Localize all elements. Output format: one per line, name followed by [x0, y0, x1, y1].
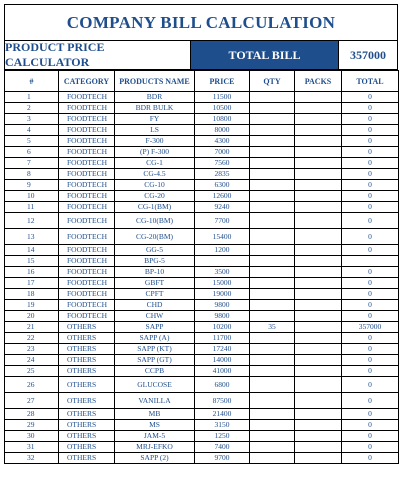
cell-category: FOODTECH: [59, 125, 115, 136]
cell-total: 0: [342, 92, 399, 103]
table-row: [5, 431, 399, 442]
cell-total: 0: [342, 344, 399, 355]
cell-price[interactable]: 4300: [195, 136, 250, 147]
cell-number: 13: [5, 229, 59, 245]
cell-number: 2: [5, 103, 59, 114]
cell-total: 0: [342, 366, 399, 377]
cell-number: 20: [5, 311, 59, 322]
table-row: [5, 191, 399, 202]
cell-packs[interactable]: [295, 409, 342, 420]
cell-category: OTHERS: [59, 420, 115, 431]
table-body: [5, 92, 399, 464]
cell-category: OTHERS: [59, 366, 115, 377]
cell-packs[interactable]: [295, 300, 342, 311]
table-row: [5, 229, 399, 245]
summary-banner: [4, 40, 398, 70]
cell-total: 0: [342, 300, 399, 311]
cell-product: GLUCOSE: [115, 377, 195, 393]
cell-category: OTHERS: [59, 409, 115, 420]
cell-total: 0: [342, 393, 399, 409]
cell-product: JAM-5: [115, 431, 195, 442]
cell-product: FY: [115, 114, 195, 125]
cell-packs[interactable]: [295, 377, 342, 393]
cell-product: GG-5: [115, 245, 195, 256]
table-row: [5, 442, 399, 453]
cell-packs[interactable]: [295, 420, 342, 431]
cell-price[interactable]: 7560: [195, 158, 250, 169]
cell-product: BP-10: [115, 267, 195, 278]
cell-number: 10: [5, 191, 59, 202]
cell-product: BDR: [115, 92, 195, 103]
cell-total: 0: [342, 191, 399, 202]
cell-number: 30: [5, 431, 59, 442]
cell-qty[interactable]: [250, 229, 295, 245]
cell-qty[interactable]: [250, 92, 295, 103]
cell-price[interactable]: 1250: [195, 431, 250, 442]
cell-category: FOODTECH: [59, 267, 115, 278]
col-header-product: PRODUCTS NAME: [115, 71, 195, 92]
table-row: [5, 355, 399, 366]
cell-total: 0: [342, 333, 399, 344]
cell-category: OTHERS: [59, 333, 115, 344]
cell-category: FOODTECH: [59, 180, 115, 191]
cell-qty[interactable]: [250, 245, 295, 256]
cell-price[interactable]: 21400: [195, 409, 250, 420]
cell-total: 0: [342, 442, 399, 453]
cell-total: 0: [342, 125, 399, 136]
table-row: [5, 245, 399, 256]
table-row: [5, 147, 399, 158]
cell-price[interactable]: 10800: [195, 114, 250, 125]
cell-category: OTHERS: [59, 393, 115, 409]
cell-qty[interactable]: [250, 355, 295, 366]
cell-qty[interactable]: 35: [250, 322, 295, 333]
cell-price[interactable]: 17240: [195, 344, 250, 355]
cell-category: FOODTECH: [59, 158, 115, 169]
cell-qty[interactable]: [250, 366, 295, 377]
cell-category: FOODTECH: [59, 289, 115, 300]
cell-category: FOODTECH: [59, 103, 115, 114]
cell-price[interactable]: 7400: [195, 442, 250, 453]
cell-packs[interactable]: [295, 158, 342, 169]
cell-total: 0: [342, 420, 399, 431]
cell-category: OTHERS: [59, 453, 115, 464]
col-header-price: PRICE: [195, 71, 250, 92]
cell-price[interactable]: 9800: [195, 311, 250, 322]
cell-price[interactable]: 15400: [195, 229, 250, 245]
cell-total: 0: [342, 289, 399, 300]
cell-category: FOODTECH: [59, 256, 115, 267]
cell-number: 9: [5, 180, 59, 191]
cell-total: 0: [342, 114, 399, 125]
cell-packs[interactable]: [295, 267, 342, 278]
cell-category: FOODTECH: [59, 136, 115, 147]
cell-category: FOODTECH: [59, 300, 115, 311]
table-row: [5, 420, 399, 431]
cell-product: CG-10(BM): [115, 213, 195, 229]
cell-product: CG-4.5: [115, 169, 195, 180]
cell-packs[interactable]: [295, 136, 342, 147]
cell-product: SAPP (GT): [115, 355, 195, 366]
cell-category: FOODTECH: [59, 245, 115, 256]
cell-number: 4: [5, 125, 59, 136]
cell-total: 0: [342, 202, 399, 213]
header-row: [5, 71, 399, 92]
cell-packs[interactable]: [295, 289, 342, 300]
cell-product: CG-20(BM): [115, 229, 195, 245]
cell-product: CCPB: [115, 366, 195, 377]
cell-product: BPG-5: [115, 256, 195, 267]
cell-price[interactable]: 11700: [195, 333, 250, 344]
cell-total: 0: [342, 213, 399, 229]
cell-packs[interactable]: [295, 256, 342, 267]
table-row: [5, 366, 399, 377]
cell-packs[interactable]: [295, 180, 342, 191]
cell-product: CG-20: [115, 191, 195, 202]
cell-category: FOODTECH: [59, 213, 115, 229]
cell-packs[interactable]: [295, 114, 342, 125]
cell-category: FOODTECH: [59, 114, 115, 125]
cell-packs[interactable]: [295, 103, 342, 114]
cell-price[interactable]: 9700: [195, 453, 250, 464]
cell-price[interactable]: 87500: [195, 393, 250, 409]
cell-category: FOODTECH: [59, 169, 115, 180]
cell-number: 5: [5, 136, 59, 147]
cell-total: [342, 256, 399, 267]
cell-number: 24: [5, 355, 59, 366]
cell-qty[interactable]: [250, 278, 295, 289]
cell-number: 7: [5, 158, 59, 169]
table-row: [5, 344, 399, 355]
cell-price[interactable]: 14000: [195, 355, 250, 366]
col-header-total: TOTAL: [342, 71, 399, 92]
cell-total: 0: [342, 103, 399, 114]
cell-packs[interactable]: [295, 393, 342, 409]
cell-packs[interactable]: [295, 245, 342, 256]
col-header-number: #: [5, 71, 59, 92]
cell-price[interactable]: 2835: [195, 169, 250, 180]
cell-product: GBFT: [115, 278, 195, 289]
cell-number: 6: [5, 147, 59, 158]
cell-number: 12: [5, 213, 59, 229]
cell-number: 32: [5, 453, 59, 464]
cell-qty[interactable]: [250, 180, 295, 191]
cell-category: FOODTECH: [59, 92, 115, 103]
cell-total: 0: [342, 278, 399, 289]
cell-number: 31: [5, 442, 59, 453]
col-header-packs: PACKS: [295, 71, 342, 92]
table-row: [5, 256, 399, 267]
cell-number: 16: [5, 267, 59, 278]
cell-price[interactable]: 7000: [195, 147, 250, 158]
cell-packs[interactable]: [295, 202, 342, 213]
cell-qty[interactable]: [250, 267, 295, 278]
cell-price[interactable]: 9240: [195, 202, 250, 213]
cell-price[interactable]: 10200: [195, 322, 250, 333]
cell-price[interactable]: 9800: [195, 300, 250, 311]
cell-category: FOODTECH: [59, 278, 115, 289]
table-row: [5, 333, 399, 344]
cell-packs[interactable]: [295, 442, 342, 453]
cell-product: VANILLA: [115, 393, 195, 409]
cell-qty[interactable]: [250, 289, 295, 300]
cell-qty[interactable]: [250, 333, 295, 344]
cell-category: FOODTECH: [59, 147, 115, 158]
table-row: [5, 409, 399, 420]
cell-product: CG-10: [115, 180, 195, 191]
cell-price[interactable]: 11500: [195, 92, 250, 103]
cell-total: 357000: [342, 322, 399, 333]
cell-packs[interactable]: [295, 169, 342, 180]
cell-qty[interactable]: [250, 393, 295, 409]
cell-product: BDR BULK: [115, 103, 195, 114]
cell-packs[interactable]: [295, 311, 342, 322]
cell-price[interactable]: 41000: [195, 366, 250, 377]
table-row: [5, 92, 399, 103]
cell-qty[interactable]: [250, 344, 295, 355]
cell-total: 0: [342, 147, 399, 158]
cell-packs[interactable]: [295, 431, 342, 442]
cell-product: F-300: [115, 136, 195, 147]
cell-product: CPFT: [115, 289, 195, 300]
cell-category: OTHERS: [59, 442, 115, 453]
cell-packs[interactable]: [295, 366, 342, 377]
cell-packs[interactable]: [295, 92, 342, 103]
table-row: [5, 289, 399, 300]
cell-qty[interactable]: [250, 256, 295, 267]
cell-number: 21: [5, 322, 59, 333]
cell-product: MRJ-EFKO: [115, 442, 195, 453]
cell-price[interactable]: [195, 256, 250, 267]
cell-total: 0: [342, 453, 399, 464]
cell-qty[interactable]: [250, 409, 295, 420]
table-row: [5, 125, 399, 136]
table-row: [5, 377, 399, 393]
cell-total: 0: [342, 377, 399, 393]
cell-product: (P) F-300: [115, 147, 195, 158]
cell-packs[interactable]: [295, 278, 342, 289]
cell-number: 22: [5, 333, 59, 344]
cell-total: 0: [342, 431, 399, 442]
cell-number: 11: [5, 202, 59, 213]
table-row: [5, 103, 399, 114]
cell-qty[interactable]: [250, 431, 295, 442]
cell-number: 3: [5, 114, 59, 125]
cell-packs[interactable]: [295, 322, 342, 333]
cell-qty[interactable]: [250, 114, 295, 125]
cell-number: 14: [5, 245, 59, 256]
cell-product: SAPP: [115, 322, 195, 333]
cell-price[interactable]: 6800: [195, 377, 250, 393]
cell-category: FOODTECH: [59, 191, 115, 202]
cell-packs[interactable]: [295, 344, 342, 355]
cell-packs[interactable]: [295, 229, 342, 245]
cell-price[interactable]: 3150: [195, 420, 250, 431]
cell-product: MS: [115, 420, 195, 431]
cell-product: LS: [115, 125, 195, 136]
cell-packs[interactable]: [295, 213, 342, 229]
cell-qty[interactable]: [250, 147, 295, 158]
cell-product: MB: [115, 409, 195, 420]
col-header-category: CATEGORY: [59, 71, 115, 92]
cell-total: 0: [342, 409, 399, 420]
cell-total: 0: [342, 355, 399, 366]
cell-product: CHD: [115, 300, 195, 311]
col-header-qty: QTY: [250, 71, 295, 92]
cell-product: SAPP (A): [115, 333, 195, 344]
cell-total: 0: [342, 158, 399, 169]
cell-category: OTHERS: [59, 431, 115, 442]
total-bill-label: TOTAL BILL: [191, 41, 338, 69]
calculator-label: PRODUCT PRICE CALCULATOR: [5, 41, 191, 69]
cell-number: 19: [5, 300, 59, 311]
bill-sheet: [4, 4, 398, 496]
table-row: [5, 311, 399, 322]
cell-price[interactable]: 1200: [195, 245, 250, 256]
cell-category: FOODTECH: [59, 229, 115, 245]
cell-price[interactable]: 8000: [195, 125, 250, 136]
table-row: [5, 278, 399, 289]
cell-total: 0: [342, 245, 399, 256]
cell-packs[interactable]: [295, 453, 342, 464]
cell-packs[interactable]: [295, 355, 342, 366]
table-row: [5, 300, 399, 311]
sheet-title: COMPANY BILL CALCULATION: [4, 4, 398, 40]
cell-product: CG-1: [115, 158, 195, 169]
cell-number: 25: [5, 366, 59, 377]
cell-category: OTHERS: [59, 355, 115, 366]
cell-number: 27: [5, 393, 59, 409]
cell-category: FOODTECH: [59, 202, 115, 213]
cell-category: OTHERS: [59, 377, 115, 393]
table-row: [5, 202, 399, 213]
table-row: [5, 158, 399, 169]
cell-product: CG-1(BM): [115, 202, 195, 213]
cell-packs[interactable]: [295, 147, 342, 158]
table-row: [5, 180, 399, 191]
cell-qty[interactable]: [250, 213, 295, 229]
table-row: [5, 213, 399, 229]
cell-total: 0: [342, 180, 399, 191]
cell-number: 18: [5, 289, 59, 300]
cell-packs[interactable]: [295, 125, 342, 136]
cell-qty[interactable]: [250, 191, 295, 202]
cell-qty[interactable]: [250, 420, 295, 431]
table-row: [5, 169, 399, 180]
cell-packs[interactable]: [295, 333, 342, 344]
cell-number: 23: [5, 344, 59, 355]
cell-total: 0: [342, 229, 399, 245]
cell-number: 17: [5, 278, 59, 289]
cell-price[interactable]: 19000: [195, 289, 250, 300]
cell-packs[interactable]: [295, 191, 342, 202]
cell-qty[interactable]: [250, 300, 295, 311]
cell-total: 0: [342, 169, 399, 180]
cell-total: 0: [342, 267, 399, 278]
cell-qty[interactable]: [250, 311, 295, 322]
table-row: [5, 322, 399, 333]
cell-price[interactable]: 3500: [195, 267, 250, 278]
cell-price[interactable]: 12600: [195, 191, 250, 202]
cell-number: 1: [5, 92, 59, 103]
cell-qty[interactable]: [250, 136, 295, 147]
cell-product: SAPP (KT): [115, 344, 195, 355]
cell-category: OTHERS: [59, 344, 115, 355]
cell-number: 28: [5, 409, 59, 420]
cell-qty[interactable]: [250, 125, 295, 136]
cell-price[interactable]: 10500: [195, 103, 250, 114]
cell-price[interactable]: 7700: [195, 213, 250, 229]
cell-category: OTHERS: [59, 322, 115, 333]
cell-price[interactable]: 6300: [195, 180, 250, 191]
table-row: [5, 136, 399, 147]
products-table: [4, 70, 399, 464]
total-bill-value[interactable]: 357000: [338, 41, 397, 69]
table-row: [5, 393, 399, 409]
table-row: [5, 267, 399, 278]
cell-number: 15: [5, 256, 59, 267]
cell-number: 8: [5, 169, 59, 180]
cell-qty[interactable]: [250, 169, 295, 180]
cell-number: 26: [5, 377, 59, 393]
cell-category: FOODTECH: [59, 311, 115, 322]
cell-qty[interactable]: [250, 103, 295, 114]
cell-product: SAPP (2): [115, 453, 195, 464]
cell-product: CHW: [115, 311, 195, 322]
cell-number: 29: [5, 420, 59, 431]
cell-price[interactable]: 15000: [195, 278, 250, 289]
cell-qty[interactable]: [250, 453, 295, 464]
cell-qty[interactable]: [250, 377, 295, 393]
cell-qty[interactable]: [250, 158, 295, 169]
cell-qty[interactable]: [250, 442, 295, 453]
cell-total: 0: [342, 136, 399, 147]
cell-total: 0: [342, 311, 399, 322]
table-row: [5, 114, 399, 125]
cell-qty[interactable]: [250, 202, 295, 213]
table-row: [5, 453, 399, 464]
